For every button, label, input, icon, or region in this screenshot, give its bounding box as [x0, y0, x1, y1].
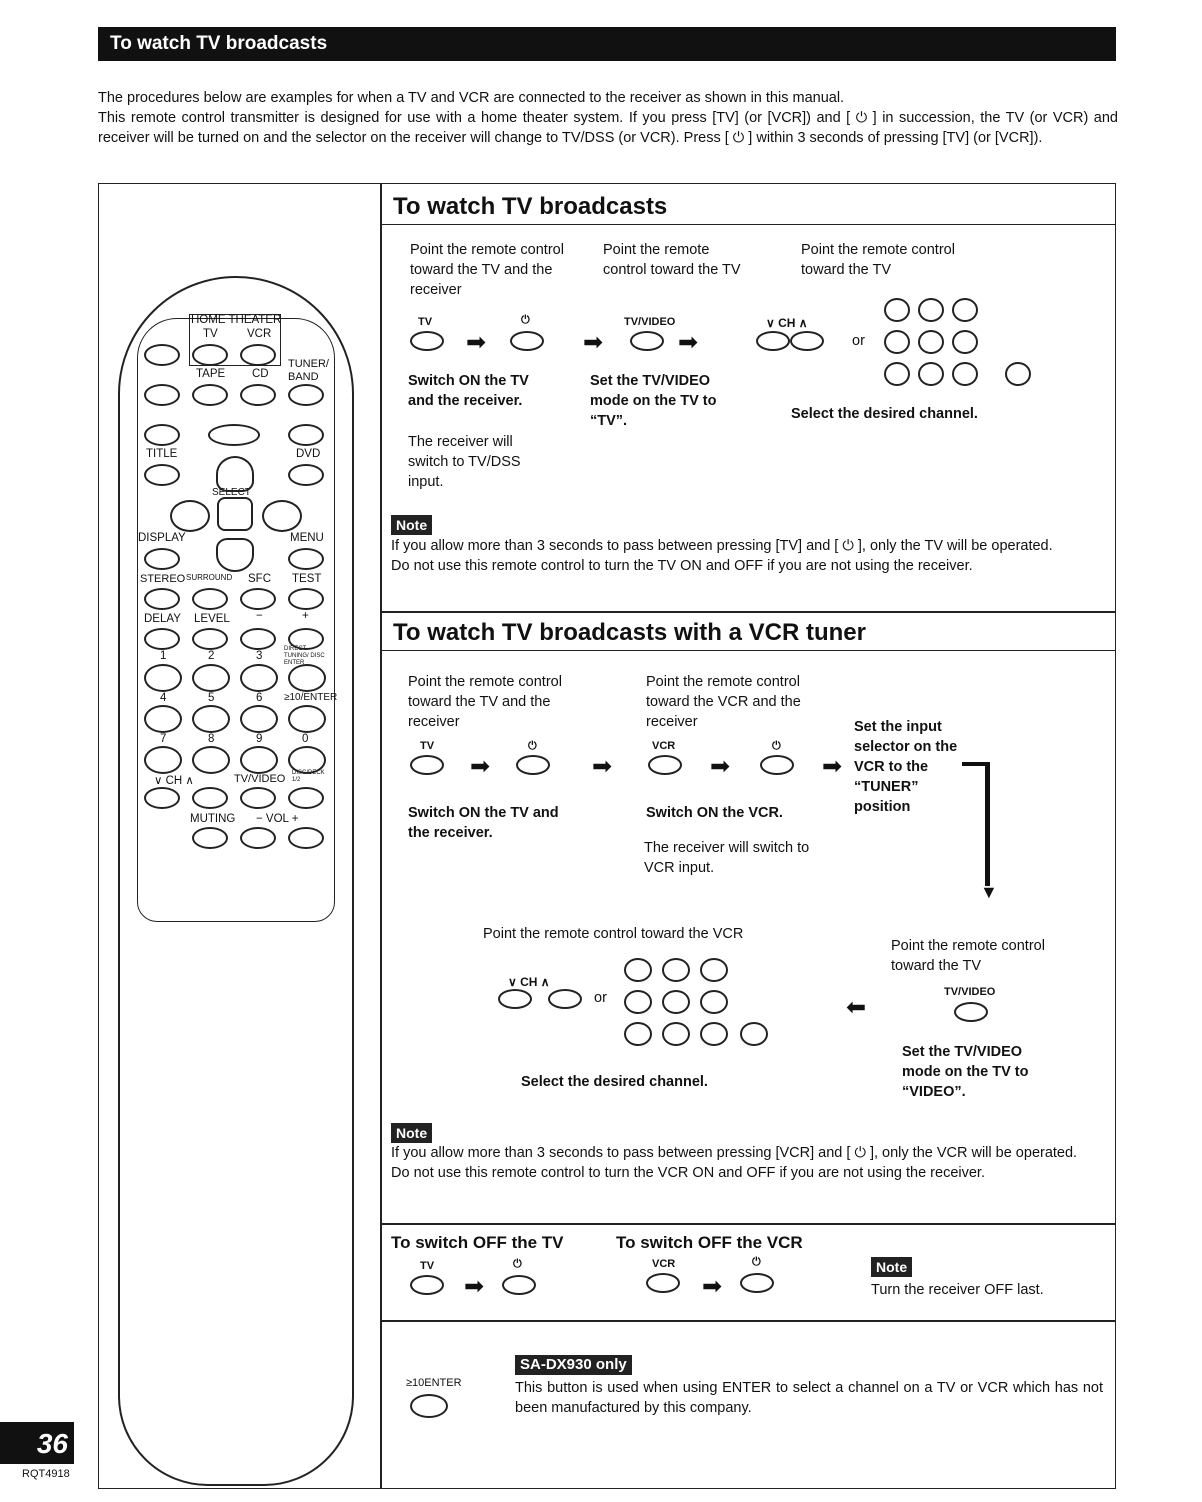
section-divider [381, 1223, 1115, 1225]
vcr-col1-head: Point the remote control toward the TV and the receiver [408, 674, 562, 730]
num-1-button [884, 298, 910, 322]
arrow-right-icon: ➡ [710, 753, 731, 780]
power-button-label: ⏻ [521, 314, 530, 326]
vcr-num-7 [624, 1022, 652, 1046]
remote-left-button [170, 500, 210, 532]
num-5-button [918, 330, 944, 354]
arrow-right-icon: ➡ [678, 329, 699, 356]
remote-label-test: TEST [292, 573, 322, 585]
remote-label-tape: TAPE [196, 368, 226, 380]
remote-label-cd: CD [252, 368, 269, 380]
remote-label-8: 8 [208, 733, 215, 745]
remote-delay-button [144, 628, 180, 650]
remote-num-9 [240, 746, 278, 774]
vcr-step4: Select the desired channel. [521, 1074, 708, 1090]
vcr-power-button [516, 755, 550, 775]
tv-step2: Set the TV/VIDEO mode on the TV to “TV”. [590, 373, 717, 429]
tv-step3: Select the desired channel. [791, 406, 978, 422]
arrow-right-icon: ➡ [464, 1273, 485, 1300]
remote-disc-deck-button [288, 787, 324, 809]
remote-tape-button [192, 384, 228, 406]
remote-label-enter: ≥10/ENTER [284, 692, 338, 703]
remote-cd-button [240, 384, 276, 406]
ch-down-button [756, 331, 790, 351]
remote-tvvideo-button [240, 787, 276, 809]
tv-step1-sub: The receiver will switch to TV/DSS input. [408, 434, 521, 490]
remote-label-plus: + [302, 610, 309, 622]
tv-step1: Switch ON the TV and the receiver. [408, 373, 529, 409]
arrow-left-icon: ⬅ [846, 994, 867, 1021]
vcr-step2-sub: The receiver will switch to VCR input. [644, 840, 810, 876]
tv-col3-head: Point the remote control toward the TV [801, 242, 955, 278]
remote-play-button [144, 384, 180, 406]
vcr-power-button-label: ⏻ [528, 740, 537, 752]
remote-num-7 [144, 746, 182, 774]
remote-label-select: SELECT [212, 487, 251, 498]
vcr-note-text: If you allow more than 3 seconds to pass between pressing [VCR] and [ ⏻ ], only the VCR will be operated. Do not use this remote control to turn the VCR ON and OFF if you are not using the receiver. [391, 1145, 1078, 1181]
remote-num-2 [192, 664, 230, 692]
num-7-button [884, 362, 910, 386]
vcr-off-title: To switch OFF the VCR [616, 1233, 803, 1252]
vcr-col2-head: Point the remote control toward the VCR and the receiver [646, 674, 801, 730]
ch-up-button [790, 331, 824, 351]
arrow-right-icon: ➡ [583, 329, 604, 356]
tv-col2-head: Point the remote control toward the TV [603, 242, 741, 278]
vcr-note-badge: Note [391, 1123, 432, 1143]
remote-num-4 [144, 705, 182, 733]
vcr-num-8 [662, 1022, 690, 1046]
vcr-num-2 [662, 958, 690, 982]
arrow-down-icon: ▼ [980, 882, 998, 902]
remote-num-0 [288, 746, 326, 774]
remote-skip-fwd-button [288, 424, 324, 446]
remote-num-1 [144, 664, 182, 692]
off-vcr-power-label: ⏻ [752, 1256, 761, 1268]
vcr-num-1 [624, 958, 652, 982]
remote-label-vcr: VCR [247, 328, 272, 340]
remote-label-level: LEVEL [194, 613, 230, 625]
arrow-right-icon: ➡ [470, 753, 491, 780]
remote-num-8 [192, 746, 230, 774]
enter-button-label: ≥10ENTER [406, 1377, 462, 1389]
vcr-power2-label: ⏻ [772, 740, 781, 752]
vcr-step3: Set the input selector on the VCR to the “TUNER” position [854, 719, 958, 815]
enter-button [410, 1394, 448, 1418]
tvvideo-button-label: TV/VIDEO [624, 316, 676, 328]
remote-label-3: 3 [256, 650, 263, 662]
off-power-label: ⏻ [513, 1258, 522, 1270]
remote-label-5: 5 [208, 692, 215, 704]
remote-label-ch: ∨ CH ∧ [154, 775, 194, 787]
remote-minus-button [240, 628, 276, 650]
remote-menu-button [288, 548, 324, 570]
ch-button-label: ∨ CH ∧ [766, 316, 808, 330]
vcr-button [648, 755, 682, 775]
vcr-tv-button-label: TV [420, 740, 435, 752]
tv-note-text: If you allow more than 3 seconds to pass between pressing [TV] and [ ⏻ ], only the TV will be operated. Do not use this remote control to turn the TV ON and OFF if you are not using the receiver. [391, 538, 1053, 574]
vcr-num-6 [700, 990, 728, 1014]
num-8-button [918, 362, 944, 386]
vcr-ch-down-button [498, 989, 532, 1009]
remote-label-display: DISPLAY [138, 532, 186, 544]
vcr-num-4 [624, 990, 652, 1014]
remote-right-button [262, 500, 302, 532]
vcr-bottom-head: Point the remote control toward the VCR [483, 926, 744, 942]
remote-label-tv: TV [203, 328, 218, 340]
vcr-section-title: To watch TV broadcasts with a VCR tuner [381, 613, 1115, 651]
vcr-step1: Switch ON the TV and the receiver. [408, 805, 559, 841]
remote-dvd-button [288, 464, 324, 486]
remote-label-dvd: DVD [296, 448, 321, 460]
vcr-right-head: Point the remote control toward the TV [891, 938, 1045, 974]
remote-num-5 [192, 705, 230, 733]
vcr-button-label: VCR [652, 740, 676, 752]
vcr-num-9 [700, 1022, 728, 1046]
vcr-power2-button [760, 755, 794, 775]
section-banner: To watch TV broadcasts [98, 27, 1116, 61]
remote-label-7: 7 [160, 733, 167, 745]
remote-label-2: 2 [208, 650, 215, 662]
bracket-down-line [985, 762, 990, 886]
off-note-badge: Note [871, 1257, 912, 1277]
remote-stop-button [208, 424, 260, 446]
remote-plus-button [288, 628, 324, 650]
remote-test-button [288, 588, 324, 610]
vcr-num-0 [740, 1022, 768, 1046]
vcr-tvvideo-label: TV/VIDEO [944, 986, 996, 998]
num-9-button [952, 362, 978, 386]
tv-col1-head: Point the remote control toward the TV and the receiver [410, 242, 564, 298]
remote-muting-button [192, 827, 228, 849]
enter-description: This button is used when using ENTER to select a channel on a TV or VCR which has not been manufactured by this company. [515, 1380, 1103, 1416]
remote-label-tvvideo: TV/VIDEO [234, 773, 286, 785]
remote-label-6: 6 [256, 692, 263, 704]
vcr-or-text: or [594, 990, 607, 1006]
remote-label-0: 0 [302, 733, 309, 745]
remote-enter-button [288, 705, 326, 733]
remote-level-button [192, 628, 228, 650]
off-vcr-power-button [740, 1273, 774, 1293]
remote-select-button [217, 497, 253, 531]
page-number: 36 [0, 1422, 74, 1464]
off-vcr-button [646, 1273, 680, 1293]
vcr-tvvideo-button [954, 1002, 988, 1022]
remote-vol-up-button [288, 827, 324, 849]
vcr-ch-up-button [548, 989, 582, 1009]
remote-vcr-button [240, 344, 276, 366]
model-badge: SA-DX930 only [515, 1355, 632, 1375]
remote-label-title: TITLE [146, 448, 178, 460]
remote-tuner-button [288, 384, 324, 406]
remote-display-button [144, 548, 180, 570]
remote-ch-up-button [192, 787, 228, 809]
remote-label-menu: MENU [290, 532, 324, 544]
tv-button-label: TV [418, 316, 433, 328]
remote-num-3 [240, 664, 278, 692]
document-code: RQT4918 [22, 1468, 70, 1480]
remote-skip-back-button [144, 424, 180, 446]
remote-label-muting: MUTING [190, 813, 236, 825]
remote-label-disc-deck: DISC/DECK 1/2 [292, 770, 325, 783]
remote-up-button [216, 456, 254, 492]
remote-num-6 [240, 705, 278, 733]
num-3-button [952, 298, 978, 322]
vcr-step5: Set the TV/VIDEO mode on the TV to “VIDEO”. [902, 1044, 1029, 1100]
off-note-text: Turn the receiver OFF last. [871, 1282, 1044, 1298]
arrow-right-icon: ➡ [702, 1273, 723, 1300]
remote-sfc-button [240, 588, 276, 610]
intro-text: The procedures below are examples for when a TV and VCR are connected to the receiver as shown in this manual. This remote control transmitter is designed for use with a home theater system. If you press [TV] (or [VCR]) and [ ⏻ ] in succession, the TV (or VCR) and receiver will be turned on and the selector on the receiver will change to TV/DSS (or VCR). Press [ ⏻ ] within 3 seconds of pressing [TV] (or [VCR]). [98, 90, 1118, 146]
remote-surround-button [192, 588, 228, 610]
power-button [510, 331, 544, 351]
remote-label-minus: − [256, 610, 263, 622]
num-0-button [1005, 362, 1031, 386]
remote-label-9: 9 [256, 733, 263, 745]
vcr-step2: Switch ON the VCR. [646, 805, 783, 821]
remote-label-stereo: STEREO [140, 573, 186, 585]
remote-ch-down-button [144, 787, 180, 809]
remote-label-delay: DELAY [144, 613, 181, 625]
off-tv-button [410, 1275, 444, 1295]
off-tv-label: TV [420, 1260, 435, 1272]
remote-label-sfc: SFC [248, 573, 271, 585]
vcr-num-5 [662, 990, 690, 1014]
column-divider [380, 183, 382, 1489]
num-2-button [918, 298, 944, 322]
tv-button [410, 331, 444, 351]
remote-label-direct-tuning: DIRECT TUNING/ DISC ENTER [284, 646, 325, 666]
tvvideo-button [630, 331, 664, 351]
off-power-button [502, 1275, 536, 1295]
remote-label-vol: − VOL + [256, 813, 299, 825]
arrow-right-icon: ➡ [592, 753, 613, 780]
remote-label-surround: SURROUND [186, 573, 233, 582]
arrow-right-icon: ➡ [822, 753, 843, 780]
remote-label-4: 4 [160, 692, 167, 704]
remote-title-button [144, 464, 180, 486]
remote-direct-tuning-button [288, 664, 326, 692]
or-text: or [852, 333, 865, 349]
tv-off-title: To switch OFF the TV [391, 1233, 564, 1252]
arrow-right-icon: ➡ [466, 329, 487, 356]
remote-label-1: 1 [160, 650, 167, 662]
vcr-num-3 [700, 958, 728, 982]
tv-note-badge: Note [391, 515, 432, 535]
remote-down-button [216, 538, 254, 572]
num-6-button [952, 330, 978, 354]
tv-section-title: To watch TV broadcasts [381, 187, 1115, 225]
remote-vol-down-button [240, 827, 276, 849]
off-vcr-label: VCR [652, 1258, 676, 1270]
remote-label-tuner: TUNER/ BAND [288, 358, 329, 383]
num-4-button [884, 330, 910, 354]
remote-stereo-button [144, 588, 180, 610]
remote-power-button [144, 344, 180, 366]
remote-label-home-theater: HOME THEATER [191, 314, 282, 326]
section-divider [381, 1320, 1115, 1322]
vcr-tv-button [410, 755, 444, 775]
vcr-ch-label: ∨ CH ∧ [508, 975, 550, 989]
remote-tv-button [192, 344, 228, 366]
